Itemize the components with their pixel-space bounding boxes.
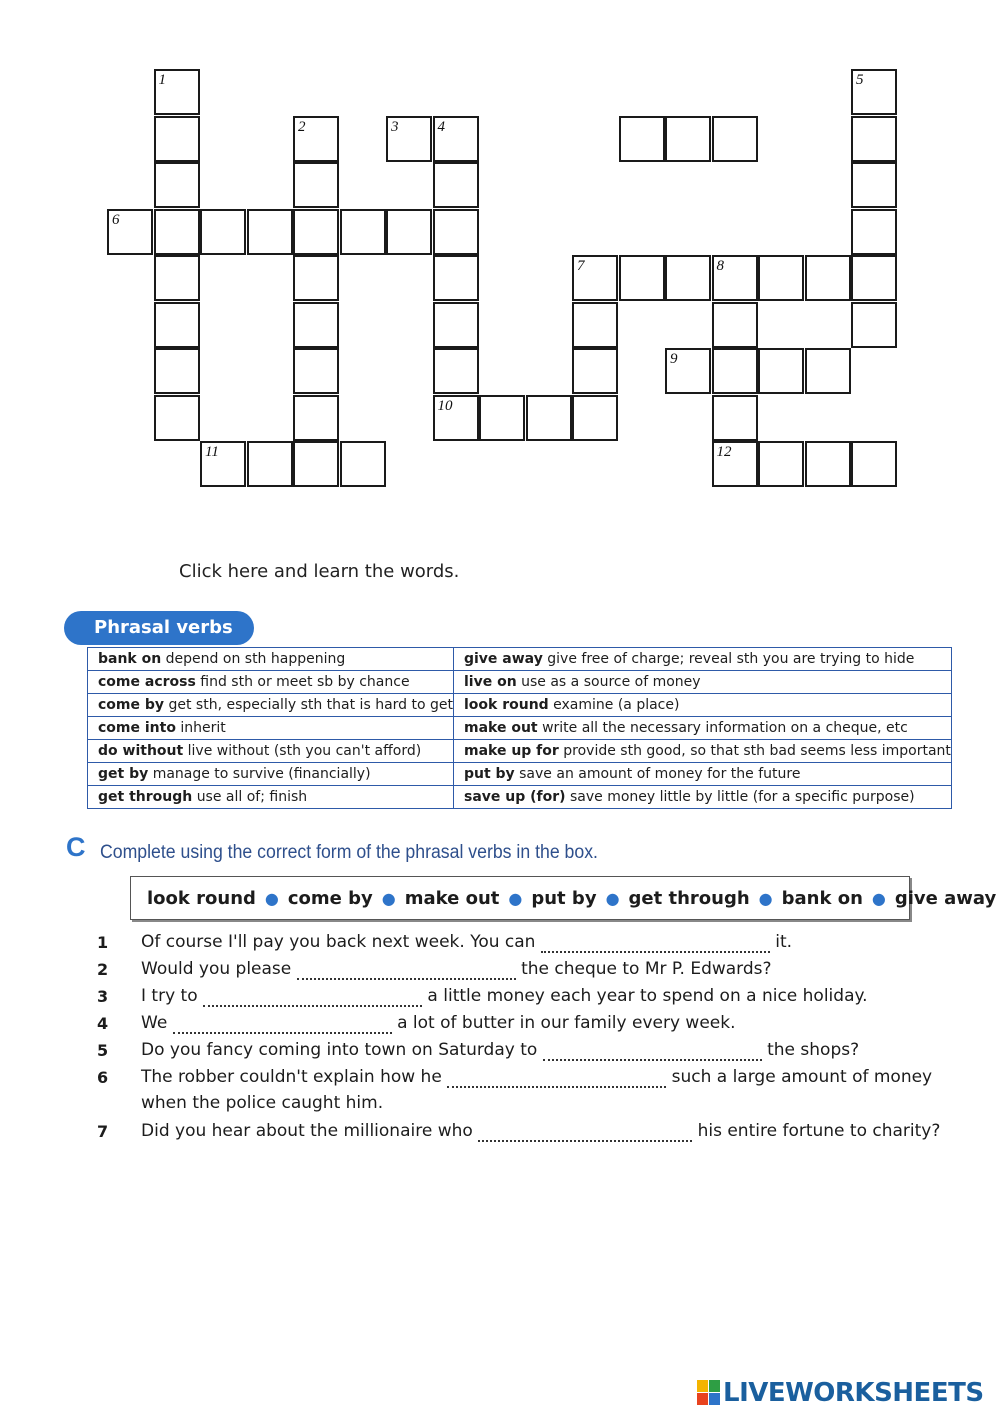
bullet-icon: ● <box>758 888 773 908</box>
crossword-cell[interactable] <box>154 162 200 208</box>
clue-number: 12 <box>716 444 732 460</box>
crossword-cell[interactable] <box>433 348 479 394</box>
clue-number: 2 <box>298 118 306 135</box>
right-cell <box>453 717 951 740</box>
word-box-item: bank on <box>781 887 863 909</box>
left-cell <box>88 740 454 763</box>
crossword-letter-input[interactable] <box>807 257 849 299</box>
right-cell <box>453 763 951 786</box>
crossword-letter-input[interactable] <box>807 443 849 485</box>
crossword-cell[interactable] <box>851 302 897 348</box>
crossword-letter-input[interactable] <box>202 211 244 253</box>
phrasal-verb-term: put by <box>463 766 515 782</box>
crossword-cell[interactable] <box>805 348 851 394</box>
section-c-instruction: Complete using the correct form of the phrasal verbs in the box. <box>100 842 598 863</box>
question-number: 1 <box>97 933 109 952</box>
crossword-cell[interactable] <box>293 116 339 162</box>
right-cell <box>453 740 951 763</box>
question-line <box>141 1013 736 1034</box>
crossword-cell[interactable] <box>154 395 200 441</box>
question-line <box>141 986 868 1007</box>
crossword-cell[interactable] <box>712 395 758 441</box>
right-cell <box>453 694 951 717</box>
left-cell <box>88 694 454 717</box>
crossword-letter-input[interactable] <box>574 350 616 392</box>
crossword-cell[interactable] <box>665 255 711 301</box>
clue-number: 7 <box>577 258 585 274</box>
question-number: 6 <box>97 1068 109 1087</box>
word-box-item: make out <box>404 887 500 909</box>
table-row <box>88 648 952 671</box>
crossword-cell[interactable] <box>572 348 618 394</box>
crossword-cell[interactable] <box>712 302 758 348</box>
phrasal-verb-definition: write all the necessary information on a cheque, etc <box>542 720 908 736</box>
question-number: 2 <box>97 960 109 979</box>
phrasal-verb-term: save up (for) <box>463 789 566 805</box>
crossword-letter-input[interactable] <box>621 257 663 299</box>
word-box-item: look round <box>147 887 256 909</box>
answer-blank-input[interactable] <box>478 1122 692 1142</box>
answer-blank-input[interactable] <box>543 1041 762 1061</box>
crossword-cell[interactable] <box>665 116 711 162</box>
clue-number: 6 <box>112 211 120 228</box>
question-number: 3 <box>97 987 109 1006</box>
crossword-letter-input[interactable] <box>714 118 756 160</box>
question-line <box>141 1040 859 1061</box>
crossword-cell[interactable] <box>293 395 339 441</box>
crossword-grid <box>0 0 1000 500</box>
section-c-letter: C <box>66 832 86 862</box>
crossword-letter-input[interactable] <box>202 443 244 485</box>
crossword-letter-input[interactable] <box>574 304 616 346</box>
crossword-letter-input[interactable] <box>295 443 337 485</box>
crossword-cell[interactable] <box>712 255 758 301</box>
logo-square-1 <box>697 1380 708 1392</box>
crossword-cell[interactable] <box>293 162 339 208</box>
crossword-letter-input[interactable] <box>853 211 895 253</box>
crossword-cell[interactable] <box>433 209 479 255</box>
phrasal-verb-definition: find sth or meet sb by chance <box>200 674 410 690</box>
crossword-cell[interactable] <box>712 348 758 394</box>
answer-blank-input[interactable] <box>297 960 516 980</box>
crossword-letter-input[interactable] <box>295 397 337 439</box>
crossword-cell[interactable] <box>526 395 572 441</box>
crossword-letter-input[interactable] <box>435 118 477 160</box>
crossword-cell[interactable] <box>433 116 479 162</box>
crossword-letter-input[interactable] <box>853 257 895 299</box>
question-text-before: Of course I'll pay you back next week. You can <box>141 932 536 952</box>
left-cell <box>88 717 454 740</box>
phrasal-verb-definition: manage to survive (financially) <box>152 766 371 782</box>
word-box-item: give away <box>894 887 997 909</box>
logo-square-4 <box>709 1393 720 1405</box>
question-number: 4 <box>97 1014 109 1033</box>
phrasal-verb-term: get through <box>98 789 193 805</box>
phrasal-verb-definition: use as a source of money <box>521 674 701 690</box>
phrasal-verb-definition: use all of; finish <box>196 789 308 805</box>
crossword-cell[interactable] <box>293 441 339 487</box>
clue-number: 5 <box>856 72 864 88</box>
left-cell <box>88 763 454 786</box>
crossword-cell[interactable] <box>433 302 479 348</box>
crossword-cell[interactable] <box>619 116 665 162</box>
question-text-after: his entire fortune to charity? <box>697 1121 941 1141</box>
crossword-letter-input[interactable] <box>388 211 430 253</box>
question-text-after: it. <box>775 932 793 952</box>
question-text-before: Would you please <box>141 959 292 979</box>
question-text-before: I try to <box>141 986 198 1006</box>
crossword-cell[interactable] <box>247 441 293 487</box>
right-cell <box>453 786 951 809</box>
crossword-cell[interactable] <box>572 302 618 348</box>
crossword-cell[interactable] <box>154 302 200 348</box>
crossword-letter-input[interactable] <box>760 443 802 485</box>
answer-blank-input[interactable] <box>203 987 422 1007</box>
phrasal-verb-term: make up for <box>463 743 559 759</box>
question-text-after: the shops? <box>767 1040 860 1060</box>
crossword-letter-input[interactable] <box>435 164 477 206</box>
crossword-cell[interactable] <box>712 116 758 162</box>
question-number: 7 <box>97 1122 109 1141</box>
crossword-letter-input[interactable] <box>156 397 198 439</box>
crossword-letter-input[interactable] <box>714 443 756 485</box>
crossword-cell[interactable] <box>154 348 200 394</box>
crossword-cell[interactable] <box>433 162 479 208</box>
table-row <box>88 763 952 786</box>
crossword-letter-input[interactable] <box>714 397 756 439</box>
crossword-letter-input[interactable] <box>156 118 198 160</box>
phrasal-verb-term: bank on <box>98 651 162 667</box>
crossword-letter-input[interactable] <box>295 164 337 206</box>
clue-number: 4 <box>437 118 445 135</box>
question-text-after: a little money each year to spend on a nice holiday. <box>427 986 868 1006</box>
crossword-letter-input[interactable] <box>667 118 709 160</box>
crossword-letter-input[interactable] <box>295 211 337 253</box>
question-text-after: the cheque to Mr P. Edwards? <box>521 959 772 979</box>
crossword-letter-input[interactable] <box>156 350 198 392</box>
crossword-cell[interactable] <box>479 395 525 441</box>
phrasal-verb-definition: examine (a place) <box>553 697 680 713</box>
crossword-cell[interactable] <box>572 395 618 441</box>
left-cell <box>88 671 454 694</box>
crossword-letter-input[interactable] <box>760 257 802 299</box>
answer-blank-input[interactable] <box>541 933 770 953</box>
crossword-cell[interactable] <box>293 348 339 394</box>
phrasal-verb-term: come across <box>98 674 196 690</box>
crossword-letter-input[interactable] <box>435 257 477 299</box>
crossword-letter-input[interactable] <box>295 350 337 392</box>
crossword-letter-input[interactable] <box>714 304 756 346</box>
crossword-letter-input[interactable] <box>156 164 198 206</box>
bullet-icon: ● <box>508 888 523 908</box>
crossword-letter-input[interactable] <box>481 397 523 439</box>
question-line <box>141 959 772 980</box>
crossword-letter-input[interactable] <box>621 118 663 160</box>
crossword-letter-input[interactable] <box>342 211 384 253</box>
bullet-icon: ● <box>381 888 396 908</box>
left-cell <box>88 786 454 809</box>
question-text-before: We <box>141 1013 168 1033</box>
crossword-letter-input[interactable] <box>156 304 198 346</box>
crossword-cell[interactable] <box>200 441 246 487</box>
word-box-item: come by <box>287 887 373 909</box>
clue-number: 11 <box>205 444 219 460</box>
crossword-cell[interactable] <box>293 302 339 348</box>
crossword-cell[interactable] <box>758 255 804 301</box>
question-line <box>141 932 792 953</box>
phrasal-verbs-table <box>87 647 952 809</box>
phrasal-verb-definition: inherit <box>180 720 226 736</box>
crossword-letter-input[interactable] <box>435 211 477 253</box>
phrasal-verb-definition: provide sth good, so that sth bad seems less important <box>563 743 951 759</box>
crossword-cell[interactable] <box>340 209 386 255</box>
crossword-letter-input[interactable] <box>574 397 616 439</box>
crossword-cell[interactable] <box>154 209 200 255</box>
crossword-letter-input[interactable] <box>388 118 430 160</box>
clue-number: 1 <box>158 72 166 88</box>
crossword-letter-input[interactable] <box>667 257 709 299</box>
crossword-cell[interactable] <box>340 441 386 487</box>
logo-icon <box>697 1380 721 1406</box>
crossword-cell[interactable] <box>851 162 897 208</box>
crossword-cell[interactable] <box>851 69 897 115</box>
crossword-letter-input[interactable] <box>295 304 337 346</box>
answer-blank-input[interactable] <box>447 1068 666 1088</box>
clue-number: 3 <box>391 118 399 135</box>
left-cell <box>88 648 454 671</box>
crossword-cell[interactable] <box>851 441 897 487</box>
crossword-cell[interactable] <box>805 441 851 487</box>
phrasal-verb-definition: get sth, especially sth that is hard to get <box>168 697 453 713</box>
crossword-letter-input[interactable] <box>249 443 291 485</box>
question-text-after: such a large amount of money <box>671 1067 933 1087</box>
crossword-letter-input[interactable] <box>853 164 895 206</box>
bullet-icon: ● <box>605 888 620 908</box>
question-text-after: a lot of butter in our family every week. <box>397 1013 736 1033</box>
crossword-letter-input[interactable] <box>574 257 616 299</box>
crossword-cell[interactable] <box>154 116 200 162</box>
crossword-letter-input[interactable] <box>853 443 895 485</box>
crossword-letter-input[interactable] <box>295 257 337 299</box>
learn-words-link[interactable]: Click here and learn the words. <box>179 561 460 582</box>
phrasal-verb-definition: give free of charge; reveal sth you are trying to hide <box>547 651 915 667</box>
table-row <box>88 717 952 740</box>
crossword-cell[interactable] <box>851 255 897 301</box>
crossword-cell[interactable] <box>200 209 246 255</box>
crossword-cell[interactable] <box>247 209 293 255</box>
question-text-before: The robber couldn't explain how he <box>141 1067 442 1087</box>
crossword-letter-input[interactable] <box>435 397 477 439</box>
crossword-letter-input[interactable] <box>249 211 291 253</box>
crossword-cell[interactable] <box>572 255 618 301</box>
bullet-icon: ● <box>264 888 279 908</box>
crossword-letter-input[interactable] <box>853 304 895 346</box>
logo-square-3 <box>697 1393 708 1405</box>
crossword-cell[interactable] <box>851 116 897 162</box>
crossword-letter-input[interactable] <box>714 257 756 299</box>
clue-number: 10 <box>437 397 453 414</box>
question-text-before: Do you fancy coming into town on Saturday to <box>141 1040 538 1060</box>
crossword-letter-input[interactable] <box>853 71 895 113</box>
phrasal-verb-term: make out <box>463 720 538 736</box>
crossword-cell[interactable] <box>851 209 897 255</box>
crossword-letter-input[interactable] <box>435 304 477 346</box>
table-row <box>88 740 952 763</box>
crossword-cell[interactable] <box>386 209 432 255</box>
crossword-cell[interactable] <box>805 255 851 301</box>
crossword-letter-input[interactable] <box>528 397 570 439</box>
table-row <box>88 671 952 694</box>
phrasal-verb-definition: live without (sth you can't afford) <box>187 743 422 759</box>
logo-text: LIVEWORKSHEETS <box>723 1378 984 1408</box>
question-number: 5 <box>97 1041 109 1060</box>
crossword-letter-input[interactable] <box>807 350 849 392</box>
phrasal-verbs-header: Phrasal verbs <box>64 611 254 645</box>
crossword-letter-input[interactable] <box>156 71 198 113</box>
crossword-cell[interactable] <box>758 348 804 394</box>
crossword-cell[interactable] <box>712 441 758 487</box>
phrasal-verb-definition: depend on sth happening <box>165 651 346 667</box>
phrasal-verb-term: do without <box>98 743 184 759</box>
crossword-cell[interactable] <box>293 255 339 301</box>
word-box-item: get through <box>628 887 750 909</box>
crossword-cell[interactable] <box>433 255 479 301</box>
phrasal-verb-definition: save an amount of money for the future <box>519 766 801 782</box>
crossword-letter-input[interactable] <box>760 350 802 392</box>
phrasal-verb-term: come by <box>98 697 165 713</box>
liveworksheets-logo <box>697 1378 984 1408</box>
crossword-cell[interactable] <box>293 209 339 255</box>
crossword-letter-input[interactable] <box>342 443 384 485</box>
crossword-cell[interactable] <box>154 255 200 301</box>
phrasal-verb-term: get by <box>98 766 149 782</box>
crossword-cell[interactable] <box>386 116 432 162</box>
crossword-letter-input[interactable] <box>295 118 337 160</box>
crossword-cell[interactable] <box>665 348 711 394</box>
crossword-cell[interactable] <box>107 209 153 255</box>
crossword-cell[interactable] <box>758 441 804 487</box>
crossword-cell[interactable] <box>433 395 479 441</box>
phrasal-verb-term: live on <box>463 674 517 690</box>
crossword-letter-input[interactable] <box>435 350 477 392</box>
clue-number: 9 <box>670 351 678 367</box>
crossword-letter-input[interactable] <box>156 211 198 253</box>
table-row <box>88 694 952 717</box>
crossword-cell[interactable] <box>154 69 200 115</box>
answer-blank-input[interactable] <box>173 1014 392 1034</box>
clue-number: 8 <box>716 258 724 274</box>
phrasal-verb-term: give away <box>463 651 543 667</box>
right-cell <box>453 671 951 694</box>
crossword-letter-input[interactable] <box>853 118 895 160</box>
logo-square-2 <box>709 1380 720 1392</box>
crossword-letter-input[interactable] <box>109 211 151 253</box>
table-row <box>88 786 952 809</box>
question-line <box>141 1067 932 1088</box>
right-cell <box>453 648 951 671</box>
word-box-item: put by <box>531 887 597 909</box>
phrasal-verb-term: look round <box>463 697 549 713</box>
question-text-before: Did you hear about the millionaire who <box>141 1121 473 1141</box>
crossword-letter-input[interactable] <box>714 350 756 392</box>
phrasal-verb-definition: save money little by little (for a specific purpose) <box>570 789 915 805</box>
bullet-icon: ● <box>871 888 886 908</box>
question-line-continued: when the police caught him. <box>141 1093 384 1113</box>
crossword-cell[interactable] <box>619 255 665 301</box>
word-box <box>130 876 997 920</box>
question-line <box>141 1121 940 1142</box>
crossword-letter-input[interactable] <box>156 257 198 299</box>
phrasal-verb-term: come into <box>98 720 176 736</box>
crossword-letter-input[interactable] <box>667 350 709 392</box>
